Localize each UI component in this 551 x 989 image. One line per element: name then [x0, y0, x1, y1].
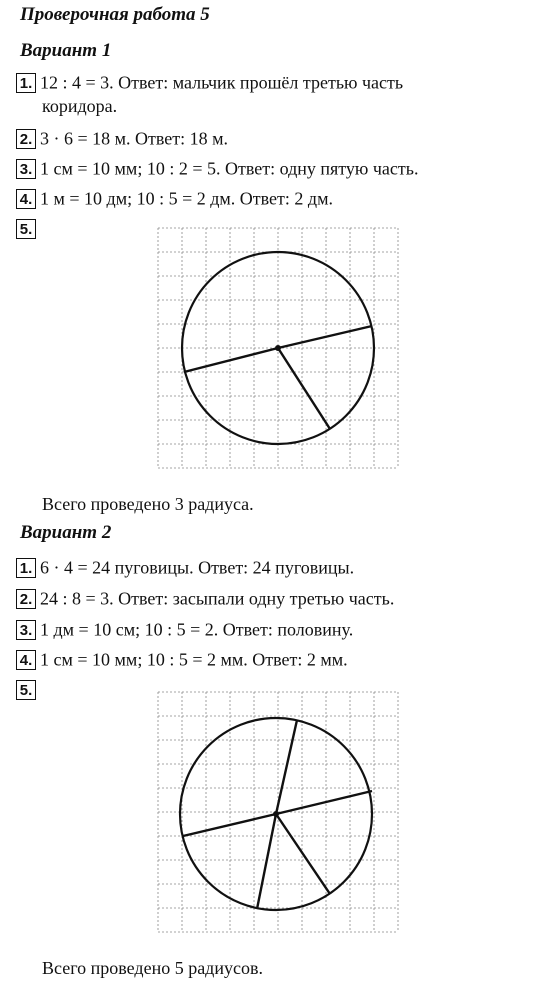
variant-1-heading: Вариант 1 — [20, 40, 112, 61]
v1-item-1-continuation: коридора. — [42, 96, 118, 116]
v2-item-3-text: 1 дм = 10 см; 10 : 5 = 2. Ответ: половину. — [40, 619, 354, 640]
v2-item-3 — [16, 615, 353, 643]
v2-item-1 — [16, 553, 354, 581]
v2-radius-2 — [276, 791, 372, 814]
v1-item-5-number: 5. — [16, 219, 36, 239]
v1-item-4 — [16, 184, 333, 212]
v2-item-1-text: 6 · 4 = 24 пуговицы. Ответ: 24 пуговицы. — [40, 557, 355, 578]
v2-item-4 — [16, 645, 348, 673]
v1-item-3-number: 3. — [16, 159, 36, 179]
v1-item-2 — [16, 124, 228, 152]
v1-center-point — [275, 345, 281, 351]
v2-item-2 — [16, 584, 394, 612]
v2-item-1-number: 1. — [16, 558, 36, 578]
v2-radius-5 — [257, 814, 276, 909]
v2-item-4-text: 1 см = 10 мм; 10 : 5 = 2 мм. Ответ: 2 мм. — [40, 649, 348, 670]
v2-item-4-number: 4. — [16, 650, 36, 670]
v2-item-3-number: 3. — [16, 620, 36, 640]
v2-item-5-number: 5. — [16, 680, 36, 700]
v2-circle-figure — [150, 684, 410, 938]
v1-item-4-number: 4. — [16, 189, 36, 209]
v1-item-1 — [16, 68, 403, 96]
v1-item-5 — [16, 214, 40, 241]
v2-caption: Всего проведено 5 радиусов. — [42, 958, 263, 978]
v1-item-1-text: 12 : 4 = 3. Ответ: мальчик прошёл третью часть — [40, 72, 404, 93]
v1-item-2-number: 2. — [16, 129, 36, 149]
v1-radius-1 — [278, 326, 372, 348]
v2-radius-1 — [276, 720, 297, 814]
v1-item-3 — [16, 154, 418, 182]
v2-item-5 — [16, 675, 40, 702]
page-title: Проверочная работа 5 — [20, 4, 210, 25]
v1-radius-2 — [184, 348, 278, 372]
v2-item-2-text: 24 : 8 = 3. Ответ: засыпали одну третью часть. — [40, 588, 395, 609]
v2-item-2-number: 2. — [16, 589, 36, 609]
v1-item-4-text: 1 м = 10 дм; 10 : 5 = 2 дм. Ответ: 2 дм. — [40, 188, 333, 209]
v1-caption: Всего проведено 3 радиуса. — [42, 494, 254, 514]
v2-radius-4 — [276, 814, 330, 894]
variant-2-heading: Вариант 2 — [20, 522, 112, 543]
v1-item-3-text: 1 см = 10 мм; 10 : 2 = 5. Ответ: одну пятую часть. — [40, 158, 419, 179]
v1-circle-figure — [150, 222, 410, 474]
v1-radius-3 — [278, 348, 330, 429]
v2-radius-3 — [183, 814, 276, 836]
v1-item-1-number: 1. — [16, 73, 36, 93]
v1-item-2-text: 3 · 6 = 18 м. Ответ: 18 м. — [40, 128, 229, 149]
v2-center-point — [273, 811, 279, 817]
